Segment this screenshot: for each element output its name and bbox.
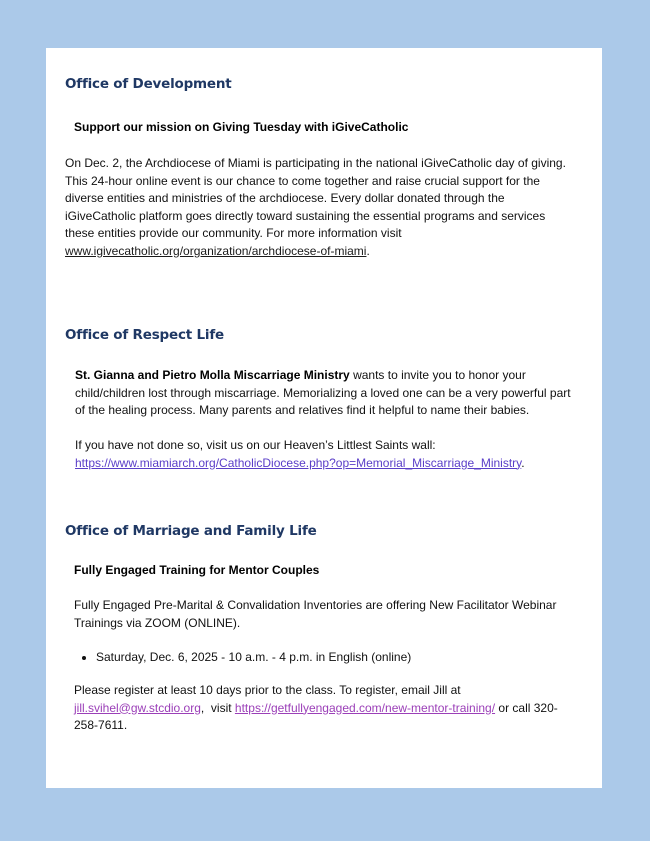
ministry-name: St. Gianna and Pietro Molla Miscarriage Ministry — [75, 368, 350, 382]
session-item: • Saturday, Dec. 6, 2025 - 10 a.m. - 4 p.m. in English (online) — [96, 649, 411, 667]
respect-life-body: St. Gianna and Pietro Molla Miscarriage Ministry wants to invite you to honor your child/children lost through miscarriage. Memorializing a loved one can be a very powerful part of the healing process. Many parents and relatives find it helpful to name their babies. — [75, 368, 571, 417]
respect-life-visit: If you have not done so, visit us on our Heaven’s Littlest Saints wall: https://www.miamiarch.org/CatholicDiocese.php?op=Memorial_Miscarriage_Ministry. — [75, 438, 525, 470]
session-list — [76, 649, 411, 667]
development-body: On Dec. 2, the Archdiocese of Miami is participating in the national iGiveCatholic day of giving. This 24-hour online event is our chance to come together and raise crucial support for the diverse entities and ministries of the archdiocese. Every dollar donated through the iGiveCatholic platform goes directly toward sustaining the essential programs and services these entities provide our community. For more information visit www.igivecatholic.org/organization/archdiocese-of-miami. — [65, 156, 566, 258]
development-title: Office of Development — [65, 76, 232, 92]
document-page — [46, 48, 602, 788]
marriage-subtitle: Fully Engaged Training for Mentor Couples — [74, 563, 320, 577]
igivecatholic-link[interactable]: www.igivecatholic.org/organization/archdiocese-of-miami — [65, 243, 367, 258]
fully-engaged-link[interactable]: https://getfullyengaged.com/new-mentor-training/ — [234, 700, 496, 715]
development-subtitle: Support our mission on Giving Tuesday with iGiveCatholic — [74, 120, 409, 134]
marriage-intro: Fully Engaged Pre-Marital & Convalidation Inventories are offering New Facilitator Webinar Trainings via ZOOM (ONLINE). — [74, 598, 557, 630]
miscarriage-ministry-link[interactable]: https://www.miamiarch.org/CatholicDiocese.php?op=Memorial_Miscarriage_Ministry — [75, 455, 522, 470]
marriage-register: Please register at least 10 days prior to the class. To register, email Jill at jill.svihel@gw.stcdio.org, visit https://getfullyengaged.com/new-mentor-training/ or call 320-258-7611. — [74, 683, 558, 732]
email-link[interactable]: jill.svihel@gw.stcdio.org — [74, 700, 201, 715]
respect-life-title: Office of Respect Life — [65, 327, 224, 343]
marriage-title: Office of Marriage and Family Life — [65, 523, 317, 539]
